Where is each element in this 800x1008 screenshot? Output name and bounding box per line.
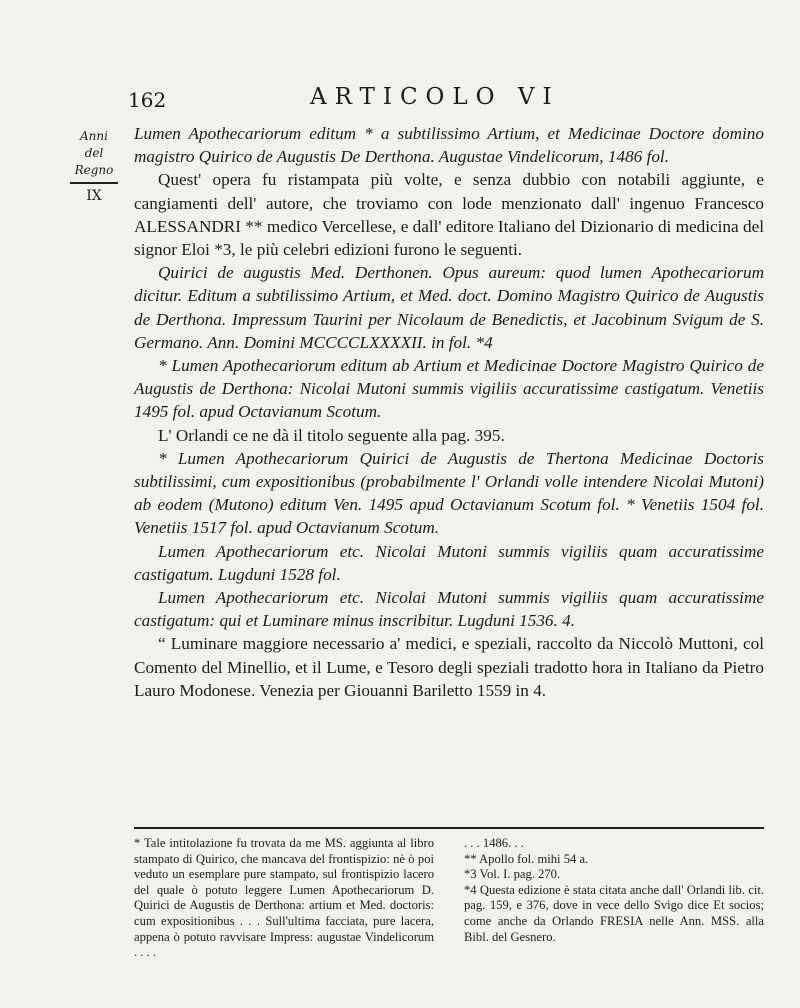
paragraph: Lumen Apothecariorum etc. Nicolai Mutoni summis vigiliis quam accuratissime castigatum. Lugduni 1528 fol. [134, 541, 764, 584]
paragraph: * Lumen Apothecariorum editum ab Artium et Medicinae Doctore Magistro Quirico de Augustis de Derthona: Nicolai Mutoni summis vigiliis accuratissime castigatum. Venetiis 1495 fol. apud Octavianum Scotum. [134, 356, 764, 422]
paragraph: Lumen Apothecariorum etc. Nicolai Mutoni summis vigiliis quam accuratissime castigatum: qui et Luminare minus inscribitur. Lugduni 1536. 4. [134, 588, 764, 631]
margin-reign-year: IX [86, 188, 102, 204]
footnote: * Tale intitolazione fu trovata da me MS. aggiunta al libro stampato di Quirico, che mancava del frontispizio: nè ò poi veduto un esemplare pure stampato, sul frontispizio lacero del quale ò potuto leggere Lumen Apothecariorum D. Quirici de Augustis de Derthona: artium et Med. doctoris: cum expositionibus . . . Sull'ultima facciata, pure lacera, appena ò potuto ravvisare Impress: augustae Vindelicorum . . . . [134, 836, 434, 960]
page-number: 162 [128, 88, 167, 112]
margin-del-regno: del Regno [74, 146, 114, 177]
footnote-divider [134, 827, 764, 829]
footnote: ** Apollo fol. mihi 54 a. [464, 851, 589, 866]
main-text [134, 122, 764, 702]
paragraph: Lumen Apothecariorum editum * a subtilissimo Artium, et Medicinae Doctore domino magistro Quirico de Augustis De Derthona. Augustae Vindelicorum, 1486 fol. [134, 124, 764, 167]
page-title: ARTICOLO VI [310, 84, 560, 110]
margin-anni: Anni [80, 129, 108, 143]
footnote-column-right [464, 836, 764, 945]
paragraph: L' Orlandi ce ne dà il titolo seguente alla pag. 395. [158, 425, 505, 445]
paragraph: * Lumen Apothecariorum Quirici de Augustis de Thertona Medicinae Doctoris subtilissimi, cum expositionibus (probabilmente l' Orlandi volle intendere Nicolai Mutoni) ab eodem (Mutono) editum Ven. 1495 apud Octavianum Scotum fol. * Venetiis 1504 fol. Venetiis 1517 fol. apud Octavianum Scotum. [134, 448, 764, 538]
footnote-column-left [134, 836, 434, 961]
paragraph: Quirici de augustis Med. Derthonen. Opus aureum: quod lumen Apothecariorum dicitur. Editum a subtilissimo Artium, et Med. doct. Domino Magistro Quirico de Augustis de Derthona. Impressum Taurini per Nicolaum de Benedictis, et Jacobinum Svigum de S. Germano. Ann. Domini MCCCCLXXXXII. in fol. *4 [134, 263, 764, 352]
page-header [128, 84, 778, 114]
paragraph: Quest' opera fu ristampata più volte, e senza dubbio con notabili aggiunte, e cangiamenti dell' autore, che troviamo con lode menzionato dall' ingenuo Francesco ALESSANDRI ** medico Vercellese, e dall' editore Italiano del Dizionario di medicina del signor Eloi *3, le più celebri edizioni furono le seguenti. [134, 170, 764, 260]
footnote: *3 Vol. I. pag. 270. [464, 867, 561, 882]
footnote: . . . 1486. . . [464, 836, 524, 850]
margin-rule [70, 182, 118, 184]
paragraph: “ Luminare maggiore necessario a' medici, e speziali, raccolto da Niccolò Muttoni, col Comento del Minellio, et il Lume, e Tesoro degli speziali tradotto hora in Italiano da Pietro Lauro Modonese. Venezia per Giouanni Bariletto 1559 in 4. [134, 634, 764, 700]
footnote: *4 Questa edizione è stata citata anche dall' Orlandi lib. cit. pag. 159, e 376, dove in vece dello Svigo dice Et socios; come anche da Orlando FRESIA nelle Ann. MSS. alla Bibl. del Gesnero. [464, 882, 764, 944]
footnotes [134, 836, 764, 1006]
margin-note [66, 128, 122, 205]
